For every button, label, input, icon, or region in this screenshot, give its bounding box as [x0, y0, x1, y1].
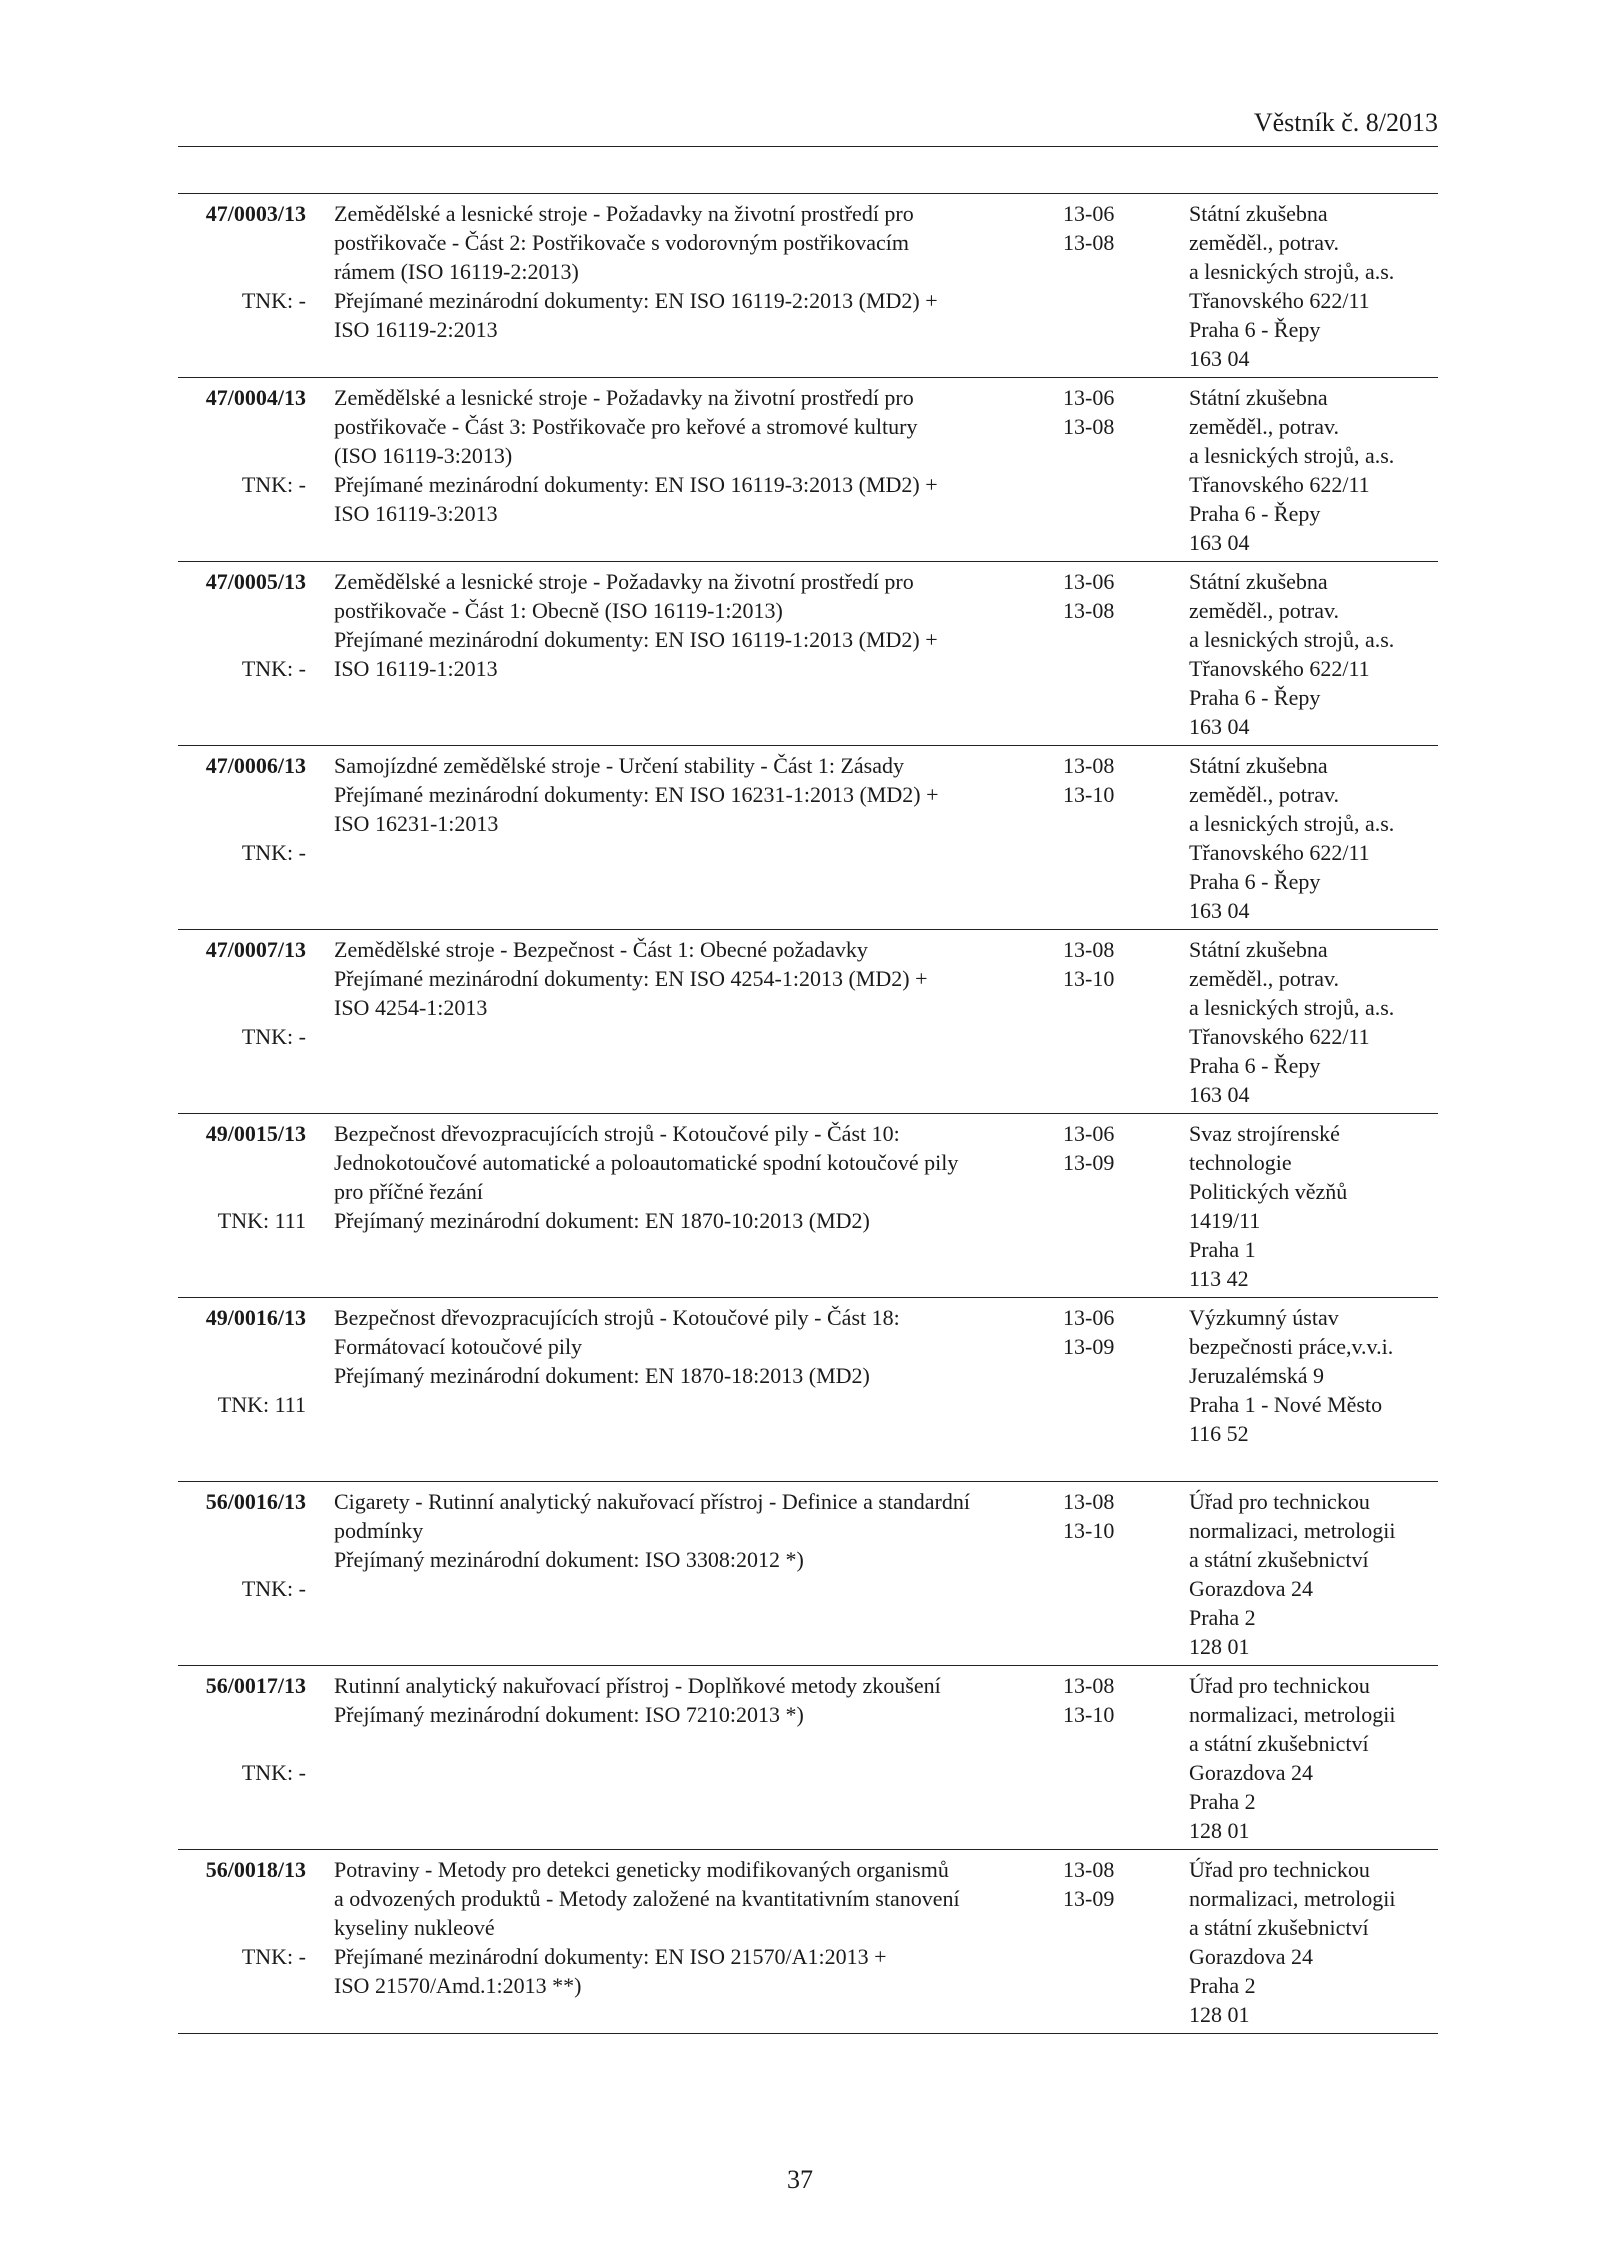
- date-value: 13-08: [1063, 598, 1115, 623]
- date-value: 13-08: [1063, 753, 1115, 778]
- record-organization-column: [1189, 1303, 1434, 1448]
- table-row: [178, 1298, 1438, 1482]
- standards-table: [178, 193, 1438, 2034]
- date-value: 13-09: [1063, 1334, 1115, 1359]
- record-dates-column: [1063, 383, 1153, 441]
- organization-line: Svaz strojírenské: [1189, 1121, 1340, 1146]
- title-line: ISO 16119-3:2013: [334, 501, 498, 526]
- title-line: Cigarety - Rutinní analytický nakuřovací přístroj - Definice a standardní: [334, 1489, 970, 1514]
- title-line: Zemědělské a lesnické stroje - Požadavky na životní prostředí pro: [334, 569, 914, 594]
- title-line: ISO 21570/Amd.1:2013 **): [334, 1973, 582, 1998]
- record-id-column: [178, 935, 306, 1051]
- organization-line: Třanovského 622/11: [1189, 1024, 1370, 1049]
- record-organization-column: [1189, 1671, 1434, 1845]
- record-organization-column: [1189, 935, 1434, 1109]
- page-number: 37: [787, 2165, 813, 2194]
- title-line: Přejímaný mezinárodní dokument: EN 1870-18:2013 (MD2): [334, 1363, 870, 1388]
- date-value: 13-10: [1063, 966, 1115, 991]
- organization-line: Praha 1: [1189, 1237, 1256, 1262]
- organization-line: Politických vězňů: [1189, 1179, 1348, 1204]
- record-id-column: [178, 1855, 306, 1971]
- record-organization-column: [1189, 199, 1434, 373]
- title-line: postřikovače - Část 3: Postřikovače pro keřové a stromové kultury: [334, 414, 918, 439]
- record-dates-column: [1063, 1671, 1153, 1729]
- organization-line: Státní zkušebna: [1189, 569, 1328, 594]
- record-number: 56/0018/13: [205, 1857, 306, 1882]
- table-row: [178, 1850, 1438, 2034]
- title-line: postřikovače - Část 2: Postřikovače s vodorovným postřikovacím: [334, 230, 909, 255]
- organization-line: Praha 6 - Řepy: [1189, 1053, 1321, 1078]
- table-row: [178, 930, 1438, 1114]
- title-line: Bezpečnost dřevozpracujících strojů - Kotoučové pily - Část 18:: [334, 1305, 900, 1330]
- organization-line: a lesnických strojů, a.s.: [1189, 627, 1395, 652]
- record-number: 47/0005/13: [205, 569, 306, 594]
- organization-line: Třanovského 622/11: [1189, 840, 1370, 865]
- record-dates-column: [1063, 1487, 1153, 1545]
- organization-line: Jeruzalémská 9: [1189, 1363, 1324, 1388]
- record-dates-column: [1063, 1303, 1153, 1361]
- organization-line: 163 04: [1189, 714, 1250, 739]
- table-row: [178, 1114, 1438, 1298]
- title-line: Přejímaný mezinárodní dokument: EN 1870-10:2013 (MD2): [334, 1208, 870, 1233]
- record-number: 47/0003/13: [205, 201, 306, 226]
- date-value: 13-06: [1063, 1305, 1115, 1330]
- organization-line: Státní zkušebna: [1189, 385, 1328, 410]
- table-row: [178, 194, 1438, 378]
- organization-line: 128 01: [1189, 1818, 1250, 1843]
- table-row: [178, 378, 1438, 562]
- record-number: 56/0017/13: [205, 1673, 306, 1698]
- date-value: 13-08: [1063, 230, 1115, 255]
- table-row: [178, 562, 1438, 746]
- organization-line: normalizaci, metrologii: [1189, 1886, 1396, 1911]
- organization-line: Praha 2: [1189, 1789, 1256, 1814]
- organization-line: normalizaci, metrologii: [1189, 1702, 1396, 1727]
- record-id-column: [178, 751, 306, 867]
- organization-line: a lesnických strojů, a.s.: [1189, 811, 1395, 836]
- date-value: 13-09: [1063, 1886, 1115, 1911]
- record-dates-column: [1063, 1119, 1153, 1177]
- organization-line: 163 04: [1189, 1082, 1250, 1107]
- organization-line: zeměděl., potrav.: [1189, 598, 1340, 623]
- date-value: 13-08: [1063, 937, 1115, 962]
- organization-line: Třanovského 622/11: [1189, 288, 1370, 313]
- date-value: 13-06: [1063, 385, 1115, 410]
- organization-line: a lesnických strojů, a.s.: [1189, 995, 1395, 1020]
- tnk-label: TNK: 111: [217, 1208, 306, 1233]
- title-line: a odvozených produktů - Metody založené na kvantitativním stanovení: [334, 1886, 960, 1911]
- title-line: (ISO 16119-3:2013): [334, 443, 513, 468]
- tnk-label: TNK: -: [241, 472, 306, 497]
- organization-line: Úřad pro technickou: [1189, 1857, 1370, 1882]
- title-line: rámem (ISO 16119-2:2013): [334, 259, 579, 284]
- tnk-label: TNK: -: [241, 288, 306, 313]
- title-line: ISO 16119-2:2013: [334, 317, 498, 342]
- record-organization-column: [1189, 1855, 1434, 2029]
- record-number: 49/0015/13: [205, 1121, 306, 1146]
- record-id-column: [178, 383, 306, 499]
- title-line: kyseliny nukleové: [334, 1915, 495, 1940]
- organization-line: Praha 2: [1189, 1605, 1256, 1630]
- record-organization-column: [1189, 1119, 1434, 1293]
- organization-line: Třanovského 622/11: [1189, 656, 1370, 681]
- table-row: [178, 1666, 1438, 1850]
- record-dates-column: [1063, 199, 1153, 257]
- date-value: 13-09: [1063, 1150, 1115, 1175]
- title-line: Samojízdné zemědělské stroje - Určení stability - Část 1: Zásady: [334, 753, 905, 778]
- organization-line: Státní zkušebna: [1189, 201, 1328, 226]
- record-id-column: [178, 1487, 306, 1603]
- tnk-label: TNK: -: [241, 1576, 306, 1601]
- record-dates-column: [1063, 1855, 1153, 1913]
- title-line: Přejímaný mezinárodní dokument: ISO 3308:2012 *): [334, 1547, 804, 1572]
- date-value: 13-08: [1063, 1673, 1115, 1698]
- tnk-label: TNK: -: [241, 1024, 306, 1049]
- organization-line: 1419/11: [1189, 1208, 1261, 1233]
- organization-line: 113 42: [1189, 1266, 1249, 1291]
- table-row: [178, 746, 1438, 930]
- title-line: ISO 16119-1:2013: [334, 656, 498, 681]
- record-id-column: [178, 199, 306, 315]
- organization-line: Státní zkušebna: [1189, 753, 1328, 778]
- organization-line: Výzkumný ústav: [1189, 1305, 1339, 1330]
- record-organization-column: [1189, 383, 1434, 557]
- record-dates-column: [1063, 935, 1153, 993]
- title-line: Přejímané mezinárodní dokumenty: EN ISO 16119-3:2013 (MD2) +: [334, 472, 938, 497]
- organization-line: bezpečnosti práce,v.v.i.: [1189, 1334, 1394, 1359]
- record-id-column: [178, 1119, 306, 1235]
- record-id-column: [178, 1303, 306, 1419]
- organization-line: zeměděl., potrav.: [1189, 414, 1340, 439]
- record-number: 56/0016/13: [205, 1489, 306, 1514]
- organization-line: a státní zkušebnictví: [1189, 1915, 1369, 1940]
- date-value: 13-10: [1063, 782, 1115, 807]
- tnk-label: TNK: -: [241, 656, 306, 681]
- organization-line: Gorazdova 24: [1189, 1760, 1314, 1785]
- date-value: 13-08: [1063, 414, 1115, 439]
- title-line: Formátovací kotoučové pily: [334, 1334, 583, 1359]
- organization-line: Praha 2: [1189, 1973, 1256, 1998]
- organization-line: 128 01: [1189, 2002, 1250, 2027]
- organization-line: Praha 6 - Řepy: [1189, 869, 1321, 894]
- organization-line: a státní zkušebnictví: [1189, 1731, 1369, 1756]
- organization-line: Praha 6 - Řepy: [1189, 685, 1321, 710]
- title-line: Zemědělské a lesnické stroje - Požadavky na životní prostředí pro: [334, 201, 914, 226]
- organization-line: 116 52: [1189, 1421, 1249, 1446]
- title-line: ISO 4254-1:2013: [334, 995, 488, 1020]
- title-line: Zemědělské a lesnické stroje - Požadavky na životní prostředí pro: [334, 385, 914, 410]
- record-number: 49/0016/13: [205, 1305, 306, 1330]
- page-header-title: Věstník č. 8/2013: [1253, 108, 1438, 137]
- record-organization-column: [1189, 1487, 1434, 1661]
- title-line: Přejímané mezinárodní dokumenty: EN ISO 16119-2:2013 (MD2) +: [334, 288, 938, 313]
- date-value: 13-08: [1063, 1489, 1115, 1514]
- date-value: 13-10: [1063, 1702, 1115, 1727]
- title-line: ISO 16231-1:2013: [334, 811, 499, 836]
- record-id-column: [178, 1671, 306, 1787]
- organization-line: zeměděl., potrav.: [1189, 782, 1340, 807]
- organization-line: a lesnických strojů, a.s.: [1189, 443, 1395, 468]
- record-organization-column: [1189, 567, 1434, 741]
- organization-line: Gorazdova 24: [1189, 1576, 1314, 1601]
- record-dates-column: [1063, 751, 1153, 809]
- tnk-label: TNK: -: [241, 1760, 306, 1785]
- title-line: Jednokotoučové automatické a poloautomatické spodní kotoučové pily: [334, 1150, 959, 1175]
- organization-line: 163 04: [1189, 530, 1250, 555]
- header-divider: [178, 146, 1438, 147]
- title-line: podmínky: [334, 1518, 424, 1543]
- record-organization-column: [1189, 751, 1434, 925]
- record-dates-column: [1063, 567, 1153, 625]
- title-line: Přejímaný mezinárodní dokument: ISO 7210:2013 *): [334, 1702, 804, 1727]
- title-line: postřikovače - Část 1: Obecně (ISO 16119-1:2013): [334, 598, 783, 623]
- organization-line: zeměděl., potrav.: [1189, 230, 1340, 255]
- organization-line: 163 04: [1189, 898, 1250, 923]
- title-line: Přejímané mezinárodní dokumenty: EN ISO 21570/A1:2013 +: [334, 1944, 887, 1969]
- title-line: pro příčné řezání: [334, 1179, 484, 1204]
- organization-line: normalizaci, metrologii: [1189, 1518, 1396, 1543]
- organization-line: Praha 1 - Nové Město: [1189, 1392, 1383, 1417]
- title-line: Přejímané mezinárodní dokumenty: EN ISO 16231-1:2013 (MD2) +: [334, 782, 939, 807]
- organization-line: a státní zkušebnictví: [1189, 1547, 1369, 1572]
- record-number: 47/0006/13: [205, 753, 306, 778]
- organization-line: Gorazdova 24: [1189, 1944, 1314, 1969]
- organization-line: Praha 6 - Řepy: [1189, 501, 1321, 526]
- tnk-label: TNK: -: [241, 840, 306, 865]
- organization-line: a lesnických strojů, a.s.: [1189, 259, 1395, 284]
- organization-line: zeměděl., potrav.: [1189, 966, 1340, 991]
- date-value: 13-10: [1063, 1518, 1115, 1543]
- organization-line: Třanovského 622/11: [1189, 472, 1370, 497]
- title-line: Zemědělské stroje - Bezpečnost - Část 1: Obecné požadavky: [334, 937, 868, 962]
- title-line: Přejímané mezinárodní dokumenty: EN ISO 16119-1:2013 (MD2) +: [334, 627, 938, 652]
- title-line: Bezpečnost dřevozpracujících strojů - Kotoučové pily - Část 10:: [334, 1121, 900, 1146]
- tnk-label: TNK: 111: [217, 1392, 306, 1417]
- organization-line: 128 01: [1189, 1634, 1250, 1659]
- organization-line: technologie: [1189, 1150, 1292, 1175]
- record-number: 47/0004/13: [205, 385, 306, 410]
- date-value: 13-06: [1063, 201, 1115, 226]
- record-number: 47/0007/13: [205, 937, 306, 962]
- date-value: 13-06: [1063, 569, 1115, 594]
- organization-line: Státní zkušebna: [1189, 937, 1328, 962]
- title-line: Přejímané mezinárodní dokumenty: EN ISO 4254-1:2013 (MD2) +: [334, 966, 928, 991]
- organization-line: Úřad pro technickou: [1189, 1489, 1370, 1514]
- date-value: 13-06: [1063, 1121, 1115, 1146]
- tnk-label: TNK: -: [241, 1944, 306, 1969]
- date-value: 13-08: [1063, 1857, 1115, 1882]
- organization-line: Praha 6 - Řepy: [1189, 317, 1321, 342]
- organization-line: 163 04: [1189, 346, 1250, 371]
- table-row: [178, 1482, 1438, 1666]
- title-line: Potraviny - Metody pro detekci geneticky modifikovaných organismů: [334, 1857, 949, 1882]
- organization-line: Úřad pro technickou: [1189, 1673, 1370, 1698]
- record-id-column: [178, 567, 306, 683]
- title-line: Rutinní analytický nakuřovací přístroj - Doplňkové metody zkoušení: [334, 1673, 941, 1698]
